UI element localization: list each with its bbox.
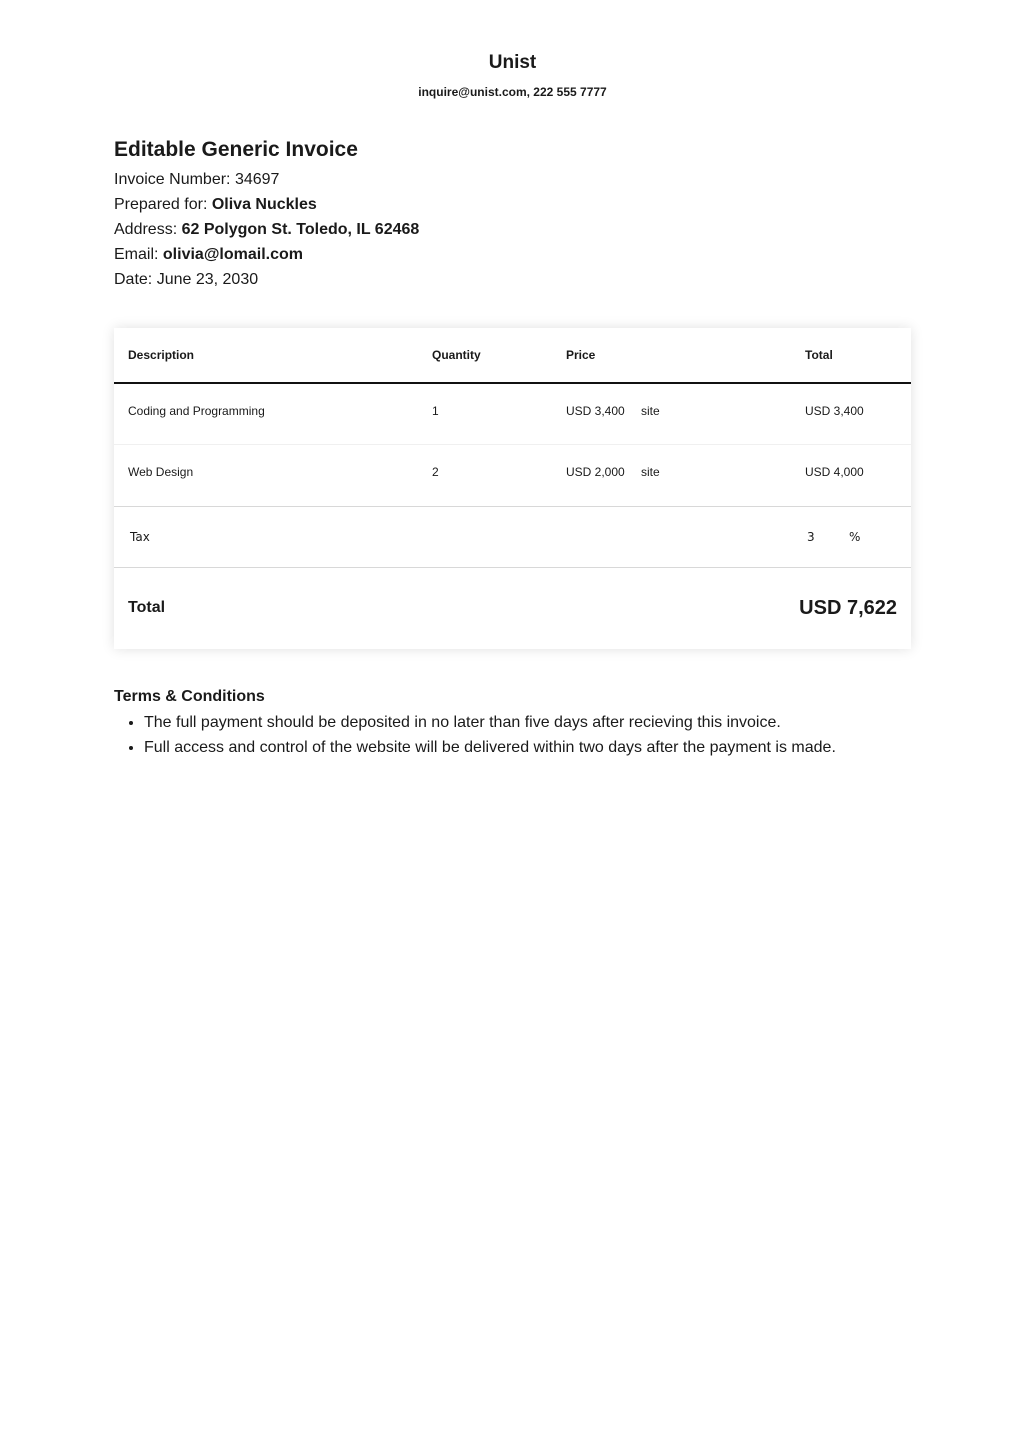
table-header bbox=[114, 328, 911, 384]
row-price[interactable]: USD 2,000 bbox=[566, 465, 625, 479]
terms-list bbox=[114, 710, 911, 760]
row-unit[interactable]: site bbox=[641, 465, 660, 479]
address-line bbox=[114, 217, 419, 242]
row-quantity[interactable]: 1 bbox=[432, 404, 439, 418]
email-value: olivia@lomail.com bbox=[162, 246, 303, 263]
header-description: Description bbox=[128, 348, 195, 362]
row-quantity[interactable]: 2 bbox=[432, 465, 439, 479]
tax-unit: % bbox=[849, 530, 861, 544]
grand-total-row bbox=[114, 568, 911, 649]
company-contact: inquire@unist.com, 222 555 7777 bbox=[418, 85, 607, 99]
address-label: Address: bbox=[114, 221, 182, 238]
invoice-title: Editable Generic Invoice bbox=[114, 138, 358, 161]
company-name: Unist bbox=[488, 52, 537, 73]
terms-title: Terms & Conditions bbox=[114, 688, 265, 705]
tax-label: Tax bbox=[130, 530, 150, 544]
date-label: Date: bbox=[114, 271, 157, 288]
terms-item: • Full access and control of the website will be delivered within two days after the payment is made. bbox=[144, 735, 911, 760]
invoice-table bbox=[114, 328, 911, 649]
header-price: Price bbox=[566, 348, 596, 362]
address-value: 62 Polygon St. Toledo, IL 62468 bbox=[181, 221, 420, 238]
header-total: Total bbox=[805, 348, 833, 362]
grand-total-label: Total bbox=[128, 599, 166, 616]
email-label: Email: bbox=[114, 246, 163, 263]
grand-total-value: USD 7,622 bbox=[799, 597, 897, 619]
row-total: USD 3,400 bbox=[805, 404, 864, 418]
invoice-number-line bbox=[114, 167, 419, 192]
invoice-number-label: Invoice Number: bbox=[114, 171, 235, 188]
header-quantity: Quantity bbox=[432, 348, 481, 362]
date-value: June 23, 2030 bbox=[156, 271, 259, 288]
row-description[interactable]: Coding and Programming bbox=[128, 404, 265, 418]
row-unit[interactable]: site bbox=[641, 404, 660, 418]
prepared-for-label: Prepared for: bbox=[114, 196, 212, 213]
row-description[interactable]: Web Design bbox=[128, 465, 194, 479]
invoice-number: 34697 bbox=[234, 171, 280, 188]
terms-item: • The full payment should be deposited in no later than five days after recieving this invoice. bbox=[144, 710, 911, 735]
date-line bbox=[114, 267, 419, 292]
tax-value-input[interactable]: 3 bbox=[807, 530, 815, 544]
table-row bbox=[114, 445, 911, 507]
row-price[interactable]: USD 3,400 bbox=[566, 404, 625, 418]
email-line bbox=[114, 242, 419, 267]
invoice-info bbox=[114, 167, 419, 292]
prepared-for-name: Oliva Nuckles bbox=[211, 196, 317, 213]
table-row bbox=[114, 384, 911, 445]
row-total: USD 4,000 bbox=[805, 465, 864, 479]
tax-row bbox=[114, 507, 911, 568]
prepared-for-line bbox=[114, 192, 419, 217]
